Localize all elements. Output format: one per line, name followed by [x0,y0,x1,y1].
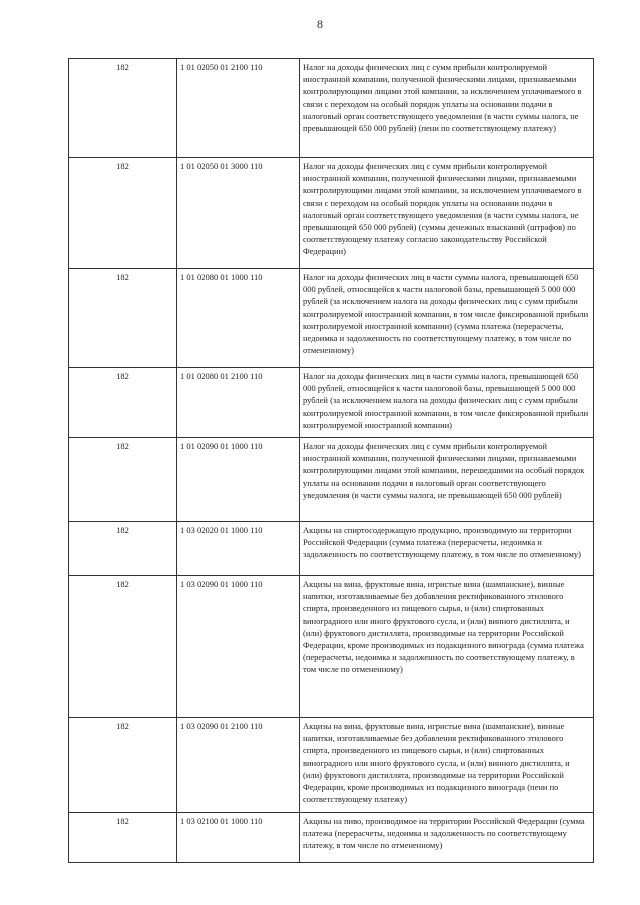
kbk-code-cell: 1 01 02080 01 1000 110 [177,269,300,368]
table-row [69,522,594,576]
admin-code-cell: 182 [69,813,177,863]
description-cell: Налог на доходы физических лиц с сумм прибыли контролируемой иностранной компании, полученной физическими лицами, признаваемыми контролирующими лицами этой компании, за исключением уплачиваемого в связи с переходом на особый порядок уплаты на основании подачи в налоговый орган соответствующего уведомления (в части суммы налога, не превышающей 650 000 рублей) (суммы денежных взысканий (штрафов) по соответствующему платежу согласно законодательству Российской Федерации) [300,158,594,269]
kbk-code-cell: 1 03 02100 01 1000 110 [177,813,300,863]
description-cell: Налог на доходы физических лиц с сумм прибыли контролируемой иностранной компании, полученной физическими лицами, признаваемыми контролирующими лицами этой компании, перешедшими на особый порядок уплаты на основании подачи в налоговый орган соответствующего уведомления (в части суммы налога, не превышающей 650 000 рублей) [300,438,594,522]
table-row [69,269,594,368]
budget-codes-table [68,58,594,863]
kbk-code-cell: 1 01 02050 01 3000 110 [177,158,300,269]
admin-code-cell: 182 [69,576,177,718]
kbk-code-cell: 1 01 02080 01 2100 110 [177,368,300,438]
page-number: 8 [317,17,323,31]
kbk-code-cell: 1 01 02090 01 1000 110 [177,438,300,522]
description-cell: Налог на доходы физических лиц с сумм прибыли контролируемой иностранной компании, полученной физическими лицами, признаваемыми контролирующими лицами этой компании, за исключением уплачиваемого в связи с переходом на особый порядок уплаты на основании подачи в налоговый орган соответствующего уведомления (в части суммы налога, не превышающей 650 000 рублей) (пени по соответствующему платежу) [300,59,594,158]
kbk-code-cell: 1 01 02050 01 2100 110 [177,59,300,158]
table-row [69,59,594,158]
kbk-code-cell: 1 03 02090 01 1000 110 [177,576,300,718]
table-row [69,813,594,863]
description-cell: Налог на доходы физических лиц в части суммы налога, превышающей 650 000 рублей, относящейся к части налоговой базы, превышающей 5 000 000 рублей (за исключением налога на доходы физических лиц с сумм прибыли контролируемой иностранной компании, в том числе фиксированной прибыли контролируемой иностранной компании) (сумма платежа (перерасчеты, недоимка и задолженность по соответствующему платежу, в том числе по отмененному) [300,269,594,368]
admin-code-cell: 182 [69,59,177,158]
table-row [69,576,594,718]
description-cell: Акцизы на спиртосодержащую продукцию, производимую на территории Российской Федерации (сумма платежа (перерасчеты, недоимка и задолженность по соответствующему платежу, в том числе по отмененному) [300,522,594,576]
admin-code-cell: 182 [69,438,177,522]
table-row [69,158,594,269]
description-cell: Акцизы на вина, фруктовые вина, игристые вина (шампанские), винные напитки, изготавливаемые без добавления ректификованного этилового спирта, произведенного из пищевого сырья, и (или) спиртованных виноградного или иного фруктового сусла, и (или) винного дистиллята, и (или) фруктового дистиллята, производимые на территории Российской Федерации, кроме производимых из подакцизного винограда (пени по соответствующему платежу) [300,718,594,813]
kbk-code-cell: 1 03 02090 01 2100 110 [177,718,300,813]
description-cell: Налог на доходы физических лиц в части суммы налога, превышающей 650 000 рублей, относящейся к части налоговой базы, превышающей 5 000 000 рублей (за исключением налога на доходы физических лиц с сумм прибыли контролируемой иностранной компании, в том числе фиксированной прибыли контролируемой иностранной компании) [300,368,594,438]
admin-code-cell: 182 [69,158,177,269]
description-cell: Акцизы на вина, фруктовые вина, игристые вина (шампанские), винные напитки, изготавливаемые без добавления ректификованного этилового спирта, произведенного из пищевого сырья, и (или) спиртованных виноградного или иного фруктового сусла, и (или) винного дистиллята, и (или) фруктового дистиллята, производимые на территории Российской Федерации, кроме производимых из подакцизного винограда (сумма платежа (перерасчеты, недоимка и задолженность по соответствующему платежу, в том числе по отмененному) [300,576,594,718]
admin-code-cell: 182 [69,368,177,438]
table-row [69,438,594,522]
admin-code-cell: 182 [69,269,177,368]
admin-code-cell: 182 [69,522,177,576]
description-cell: Акцизы на пиво, производимое на территории Российской Федерации (сумма платежа (перерасчеты, недоимка и задолженность по соответствующему платежу, в том числе по отмененному) [300,813,594,863]
admin-code-cell: 182 [69,718,177,813]
table-row [69,718,594,813]
kbk-code-cell: 1 03 02020 01 1000 110 [177,522,300,576]
table-row [69,368,594,438]
